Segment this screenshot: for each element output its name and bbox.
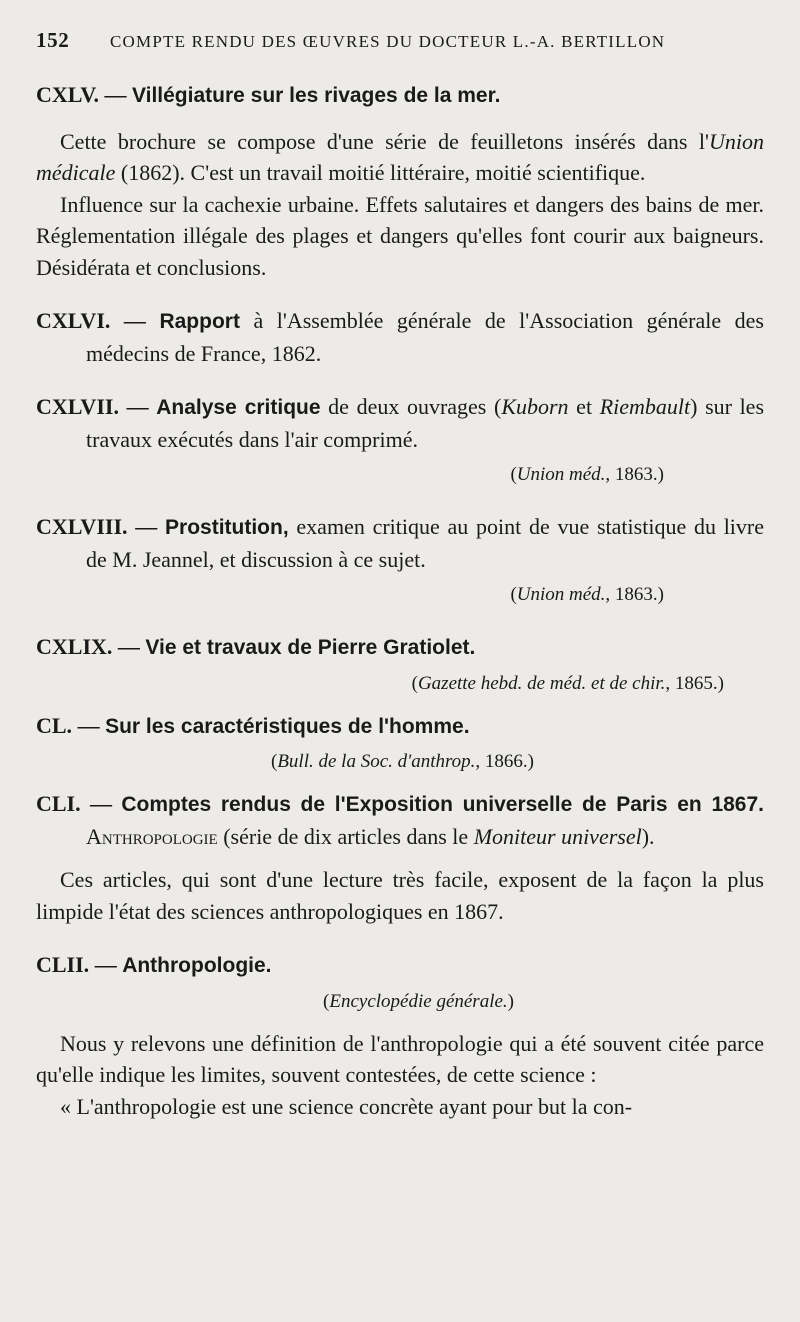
- entry-cxlviii: CXLVIII. — Prostitution, examen critique au point de vue statistique du livre de M. Jeannel, et discussion à ce sujet.: [36, 514, 765, 572]
- entry-cli: CLI. — Comptes rendus de l'Exposition universelle de Paris en 1867. Anthropologie (série de dix articles dans le Moniteur universel).: [36, 791, 764, 849]
- entry-title: Sur les caractéristiques de l'homme.: [105, 714, 470, 738]
- entry-number: CL.: [36, 712, 73, 738]
- entry-title: Vie et travaux de Pierre Gratiolet.: [145, 636, 476, 659]
- entry-title: Rapport: [159, 310, 240, 333]
- entry-cl: CL. — Sur les caractéristiques de l'homme.: [36, 712, 470, 738]
- entry-number: CXLV.: [36, 82, 99, 107]
- entry-clii-paragraph-1: Nous y relevons une définition de l'anthropologie qui a été souvent citée parce qu'elle indique les limites, souvent contestées, de cette science :: [36, 1030, 764, 1087]
- entry-number: CXLIX.: [36, 634, 113, 659]
- entry-cxlix: CXLIX. — Vie et travaux de Pierre Gratiolet.: [36, 634, 476, 659]
- entry-cxlvii: CXLVII. — Analyse critique de deux ouvrages (Kuborn et Riembault) sur les travaux exécutés dans l'air comprimé.: [36, 394, 765, 452]
- entry-title: Comptes rendus de l'Exposition universelle de Paris en 1867.: [121, 793, 764, 816]
- entry-cxlvii-citation: (Union méd., 1863.): [510, 464, 664, 485]
- entry-title: Prostitution,: [165, 516, 289, 539]
- entry-cxlvi: CXLVI. — Rapport à l'Assemblée générale de l'Association générale des médecins de France, 1862.: [36, 308, 764, 366]
- running-title: COMPTE RENDU DES ŒUVRES DU DOCTEUR L.-A. BERTILLON: [110, 32, 666, 51]
- entry-clii-citation: (Encyclopédie générale.): [323, 990, 514, 1012]
- entry-title: Anthropologie.: [122, 954, 272, 977]
- entry-cxlix-citation: (Gazette hebd. de méd. et de chir., 1865.): [411, 672, 724, 694]
- entry-cxlv-paragraph-1: Cette brochure se compose d'une série de feuilletons insérés dans l'Union médicale (1862). C'est un travail moitié littéraire, moitié scientifique.: [36, 128, 764, 185]
- entry-number: CXLVI.: [36, 308, 111, 333]
- entry-number: CLI.: [36, 791, 81, 816]
- entry-number: CXLVII.: [36, 394, 119, 419]
- entry-title: Villégiature sur les rivages de la mer.: [131, 84, 501, 107]
- entry-cl-citation: (Bull. de la Soc. d'anthrop., 1866.): [271, 751, 534, 772]
- entry-title: Analyse critique: [156, 396, 321, 419]
- entry-cxlviii-citation: (Union méd., 1863.): [510, 584, 664, 605]
- entry-number: CLII.: [36, 952, 90, 977]
- page-header: [36, 28, 764, 53]
- entry-cli-paragraph: Ces articles, qui sont d'une lecture très facile, exposent de la façon la plus limpide l'état des sciences anthropologiques en 1867.: [36, 867, 764, 924]
- entry-number: CXLVIII.: [36, 514, 128, 539]
- entry-clii-paragraph-2: « L'anthropologie est une science concrète ayant pour but la con-: [60, 1093, 633, 1119]
- entry-clii: CLII. — Anthropologie.: [36, 952, 272, 977]
- entry-cxlv-heading: CXLV. — Villégiature sur les rivages de la mer.: [36, 82, 501, 107]
- page-number: 152: [36, 28, 70, 52]
- entry-cxlv-paragraph-2: Influence sur la cachexie urbaine. Effets salutaires et dangers des bains de mer. Réglementation illégale des plages et dangers qu'elles font courir aux baigneurs. Désidérata et conclusions.: [36, 191, 764, 280]
